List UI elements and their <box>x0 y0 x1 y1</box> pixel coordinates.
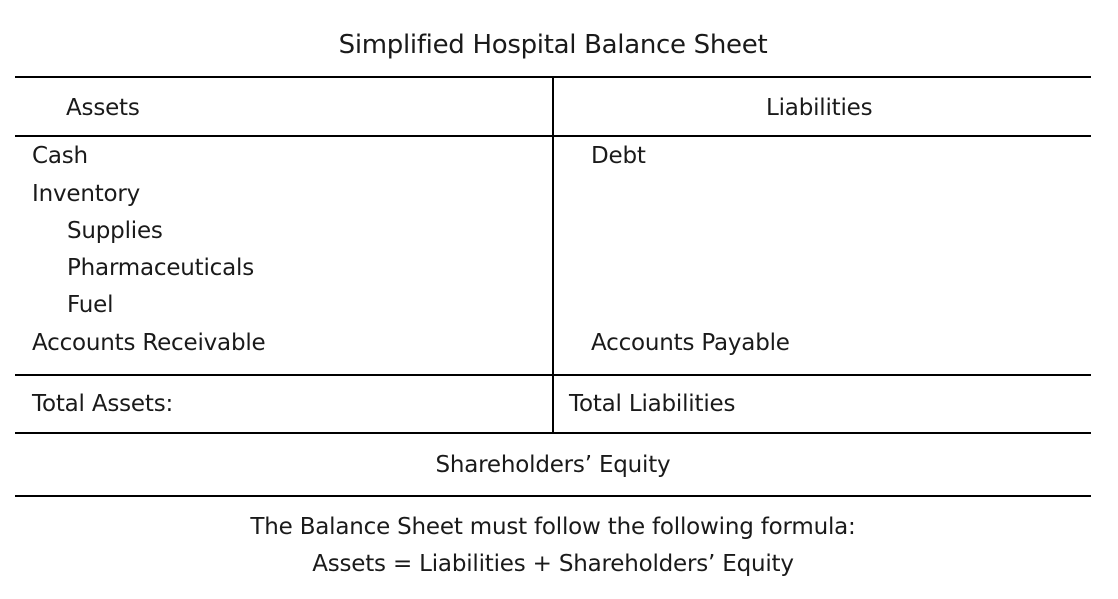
total-assets-label: Total Assets: <box>32 391 174 417</box>
page-title: Simplified Hospital Balance Sheet <box>338 30 768 60</box>
asset-pharmaceuticals: Pharmaceuticals <box>67 255 254 281</box>
assets-header: Assets <box>66 95 140 121</box>
column-divider <box>552 77 554 433</box>
liabilities-header: Liabilities <box>766 95 873 121</box>
asset-accounts-receivable: Accounts Receivable <box>32 330 266 356</box>
total-liabilities-label: Total Liabilities <box>569 391 736 417</box>
asset-fuel: Fuel <box>67 292 114 318</box>
shareholders-equity-label: Shareholders’ Equity <box>435 452 671 478</box>
formula-intro: The Balance Sheet must follow the following formula: <box>250 514 856 540</box>
formula-equation: Assets = Liabilities + Shareholders’ Equity <box>312 551 794 577</box>
asset-inventory: Inventory <box>32 181 141 207</box>
table-bottom-rule <box>15 495 1091 497</box>
liability-accounts-payable: Accounts Payable <box>591 330 790 356</box>
asset-supplies: Supplies <box>67 218 163 244</box>
asset-cash: Cash <box>32 143 88 169</box>
liability-debt: Debt <box>591 143 646 169</box>
